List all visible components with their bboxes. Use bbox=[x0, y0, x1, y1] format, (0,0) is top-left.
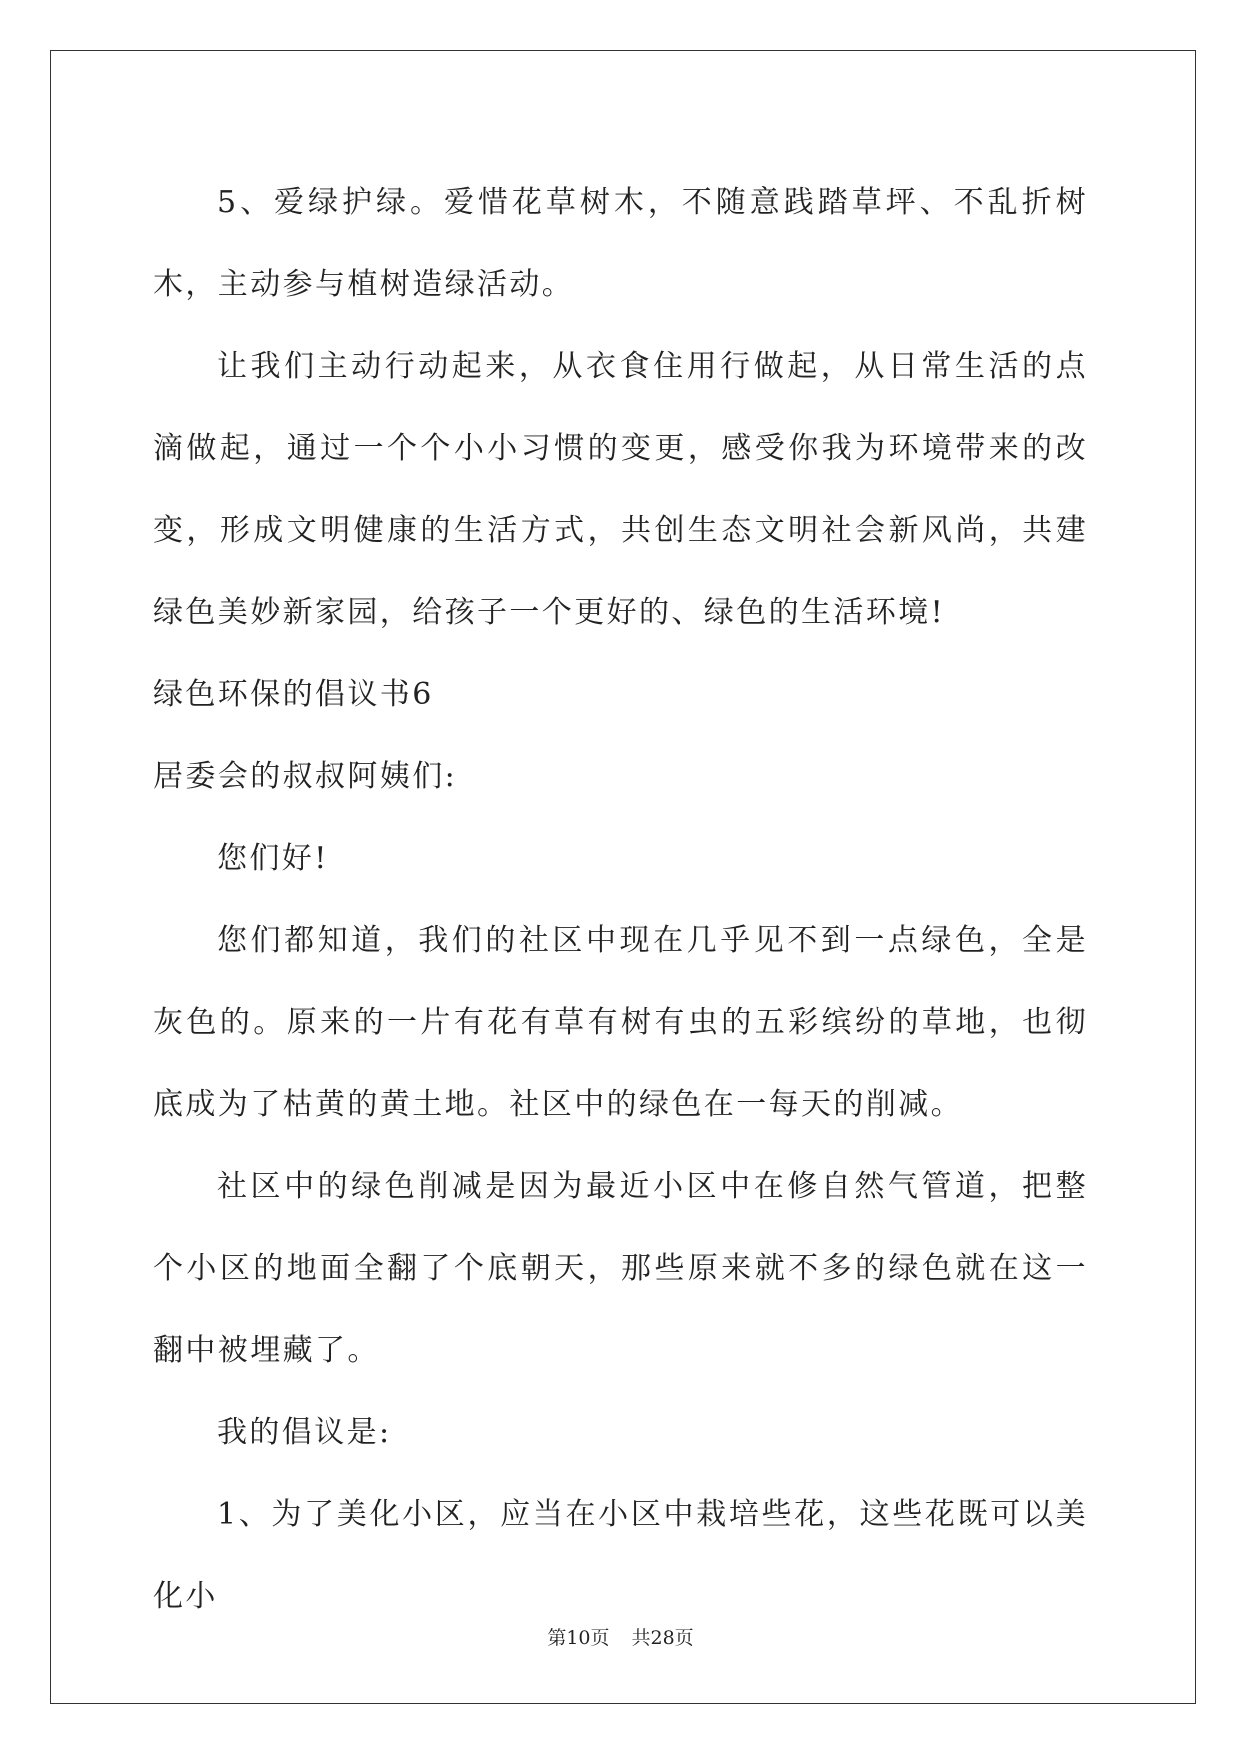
salutation: 居委会的叔叔阿姨们: bbox=[153, 759, 458, 794]
paragraph-proposal-1: 1、为了美化小区，应当在小区中栽培些花，这些花既可以美化小 bbox=[153, 1497, 1088, 1614]
paragraph-call-to-action: 让我们主动行动起来，从衣食住用行做起，从日常生活的点滴做起，通过一个个小小习惯的变更，感受你我为环境带来的改变，形成文明健康的生活方式，共创生态文明社会新风尚，共建绿色美妙新家园，给孩子一个更好的、绿色的生活环境! bbox=[153, 349, 1088, 630]
document-body bbox=[153, 162, 1088, 1638]
paragraph-proposal-intro: 我的倡议是: bbox=[217, 1415, 392, 1450]
paragraph-cause: 社区中的绿色削减是因为最近小区中在修自然气管道，把整个小区的地面全翻了个底朝天，那些原来就不多的绿色就在这一翻中被埋藏了。 bbox=[153, 1169, 1088, 1368]
greeting: 您们好! bbox=[217, 841, 329, 876]
section-heading: 绿色环保的倡议书6 bbox=[153, 677, 434, 712]
page-footer bbox=[0, 1623, 1241, 1650]
current-page-label: 第10页 bbox=[547, 1627, 610, 1649]
paragraph-item-5: 5、爱绿护绿。爱惜花草树木，不随意践踏草坪、不乱折树木，主动参与植树造绿活动。 bbox=[153, 185, 1088, 302]
total-pages-label: 共28页 bbox=[631, 1627, 694, 1649]
paragraph-situation: 您们都知道，我们的社区中现在几乎见不到一点绿色，全是灰色的。原来的一片有花有草有树有虫的五彩缤纷的草地，也彻底成为了枯黄的黄土地。社区中的绿色在一每天的削减。 bbox=[153, 923, 1088, 1122]
